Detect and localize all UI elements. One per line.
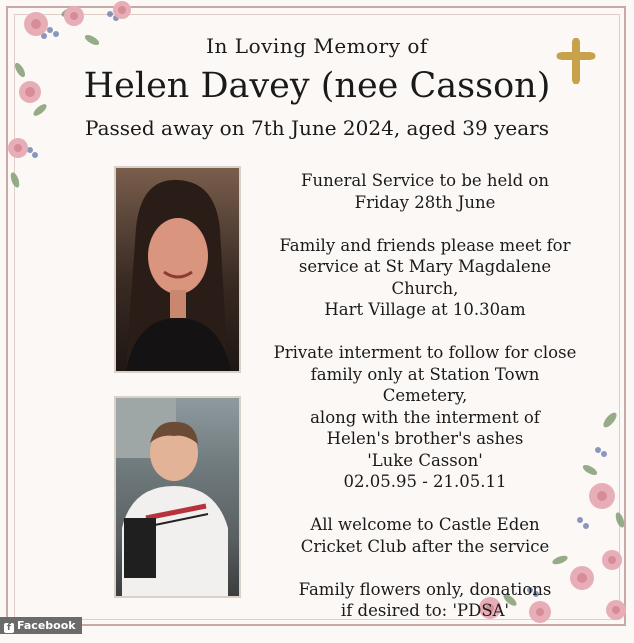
flowers-line: if desired to: 'PDSA' [340, 601, 510, 620]
header [0, 32, 634, 140]
welcome-block [270, 514, 580, 557]
flowers-block [270, 579, 580, 622]
interment-block [270, 342, 580, 493]
funeral-date: Friday 28th June [354, 192, 496, 212]
facebook-icon: f [4, 623, 14, 633]
interment-line: family only at Station Town Cemetery, [310, 364, 540, 405]
facebook-label: Facebook [17, 619, 76, 632]
luke-photo [114, 396, 241, 598]
welcome-line: Cricket Club after the service [300, 536, 550, 556]
funeral-line: Funeral Service to be held on [301, 171, 549, 190]
welcome-line: All welcome to Castle Eden [310, 515, 540, 534]
meet-line: service at St Mary Magdalene Church, [298, 257, 552, 298]
memorial-subtitle: In Loving Memory of [206, 34, 428, 58]
passed-away-line: Passed away on 7th June 2024, aged 39 years [85, 116, 549, 140]
brother-name: 'Luke Casson' [367, 450, 483, 470]
helen-portrait-photo [114, 166, 241, 373]
funeral-service-block [270, 170, 580, 213]
service-details [270, 170, 580, 643]
deceased-name: Helen Davey (nee Casson) [83, 66, 551, 106]
flowers-line: Family flowers only, donations [298, 579, 552, 599]
interment-line: Private interment to follow for close [273, 343, 577, 362]
interment-line: along with the interment of [310, 407, 540, 427]
brother-dates: 02.05.95 - 21.05.11 [343, 472, 507, 491]
meet-line: Family and friends please meet for [279, 235, 571, 255]
meet-line: Hart Village at 10.30am [324, 300, 526, 319]
meeting-block [270, 235, 580, 321]
interment-line: Helen's brother's ashes [326, 429, 524, 448]
facebook-source-badge[interactable] [0, 617, 82, 634]
